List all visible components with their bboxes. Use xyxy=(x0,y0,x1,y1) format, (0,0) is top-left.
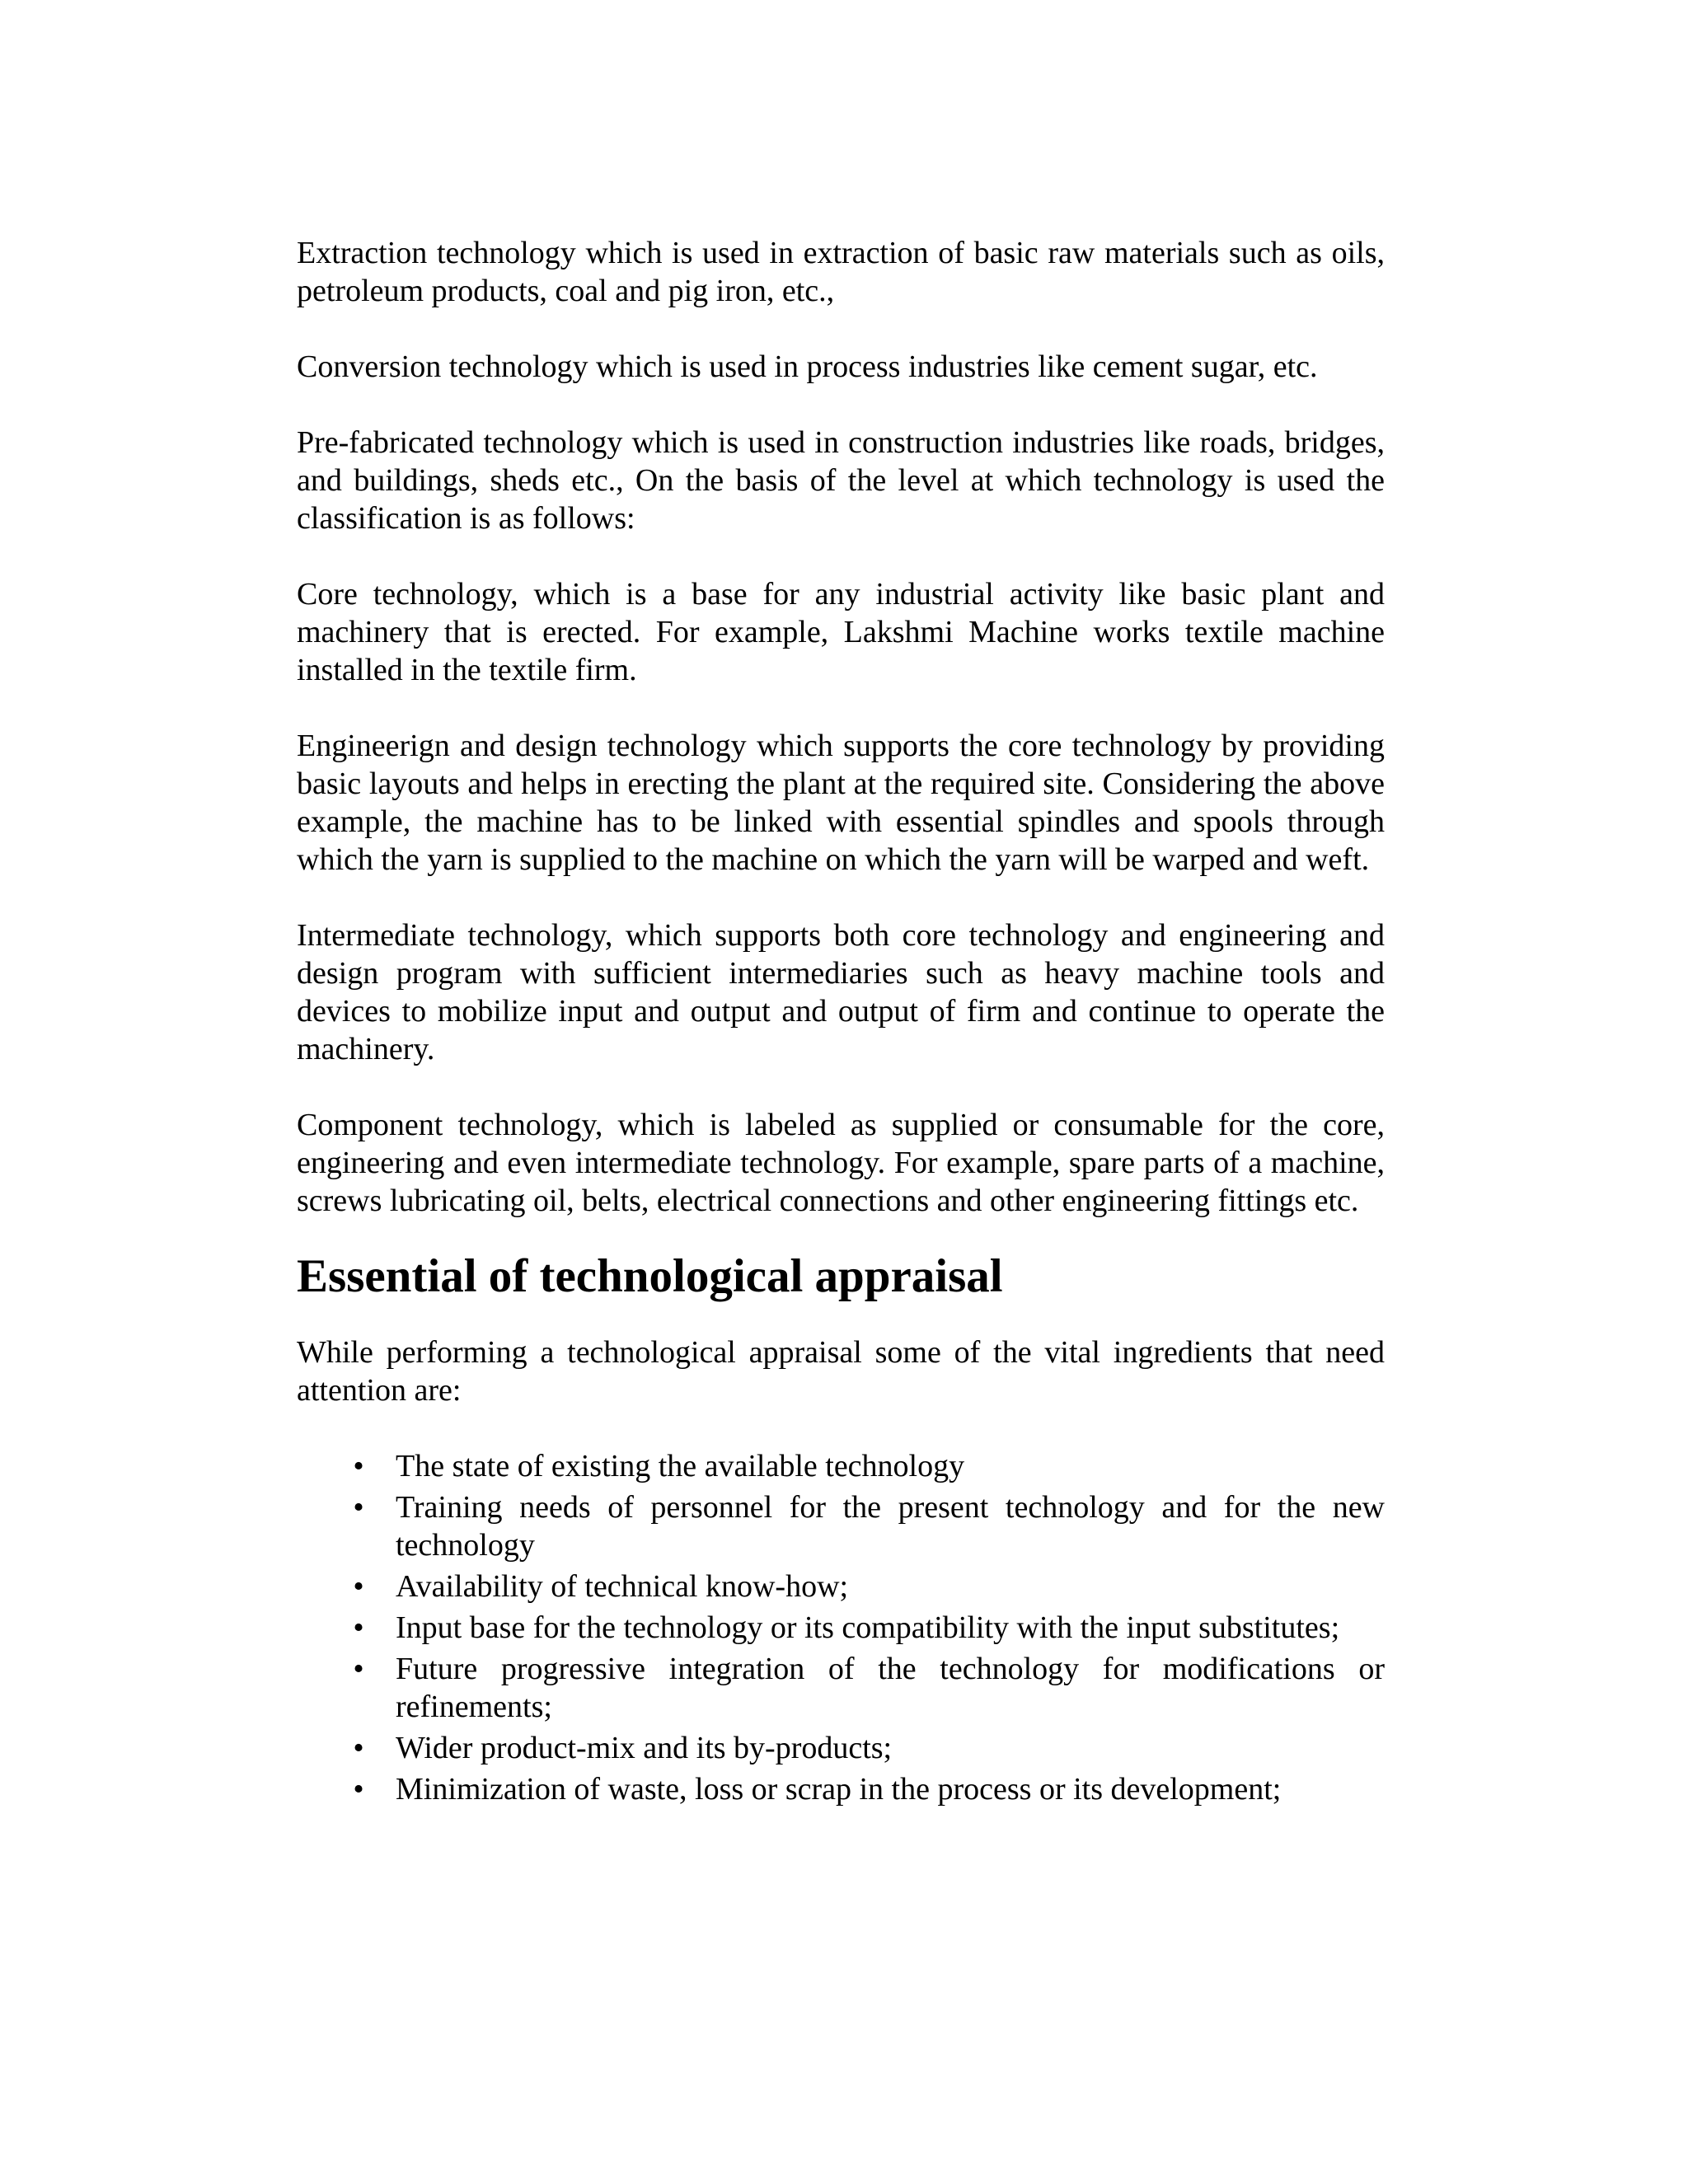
bullet-icon: • xyxy=(353,1490,364,1525)
paragraph-engineering-design-technology: Engineerign and design technology which supports the core technology by providing basic layouts and helps in erecting the plant at the required site. Considering the above example, the machine has to be linked with essential spindles and spools through which the yarn is supplied to the machine on which the yarn will be warped and weft. xyxy=(297,729,1385,877)
list-item xyxy=(297,1729,1385,1767)
paragraph-prefabricated-technology: Pre-fabricated technology which is used in construction industries like roads, bridges, and buildings, sheds etc., On the basis of the level at which technology is used the classification is as follows: xyxy=(297,425,1385,536)
bullet-icon: • xyxy=(353,1569,364,1604)
paragraph-extraction-technology: Extraction technology which is used in extraction of basic raw materials such as oils, petroleum products, coal and pig iron, etc., xyxy=(297,236,1385,308)
paragraph-core-technology: Core technology, which is a base for any industrial activity like basic plant and machinery that is erected. For example, Lakshmi Machine works textile machine installed in the textile firm. xyxy=(297,577,1385,687)
list-item xyxy=(297,1488,1385,1564)
paragraph-component-technology: Component technology, which is labeled as supplied or consumable for the core, engineering and even intermediate technology. For example, spare parts of a machine, screws lubricating oil, belts, electrical connections and other engineering fittings etc. xyxy=(297,1108,1385,1218)
bullet-icon: • xyxy=(353,1449,364,1483)
document-page xyxy=(297,234,1385,1811)
bullet-icon: • xyxy=(353,1652,364,1686)
paragraph-intermediate-technology: Intermediate technology, which supports both core technology and engineering and design program with sufficient intermediaries such as heavy machine tools and devices to mobilize input and output and output of firm and continue to operate the machinery. xyxy=(297,918,1385,1066)
bullet-icon: • xyxy=(353,1610,364,1645)
list-item xyxy=(297,1650,1385,1726)
list-item xyxy=(297,1447,1385,1485)
list-item xyxy=(297,1770,1385,1808)
list-item xyxy=(297,1609,1385,1647)
list-item-text: Minimization of waste, loss or scrap in the process or its development; xyxy=(396,1772,1282,1807)
list-item-text: Availability of technical know-how; xyxy=(396,1569,849,1604)
section-heading: Essential of technological appraisal xyxy=(297,1250,1003,1302)
list-item-text: The state of existing the available technology xyxy=(396,1449,965,1483)
list-item-text: Training needs of personnel for the present technology and for the new technology xyxy=(396,1490,1385,1563)
bullet-list xyxy=(297,1447,1385,1808)
list-item-text: Future progressive integration of the technology for modifications or refinements; xyxy=(396,1652,1385,1724)
list-item-text: Input base for the technology or its compatibility with the input substitutes; xyxy=(396,1610,1340,1645)
paragraph-conversion-technology: Conversion technology which is used in process industries like cement sugar, etc. xyxy=(297,349,1318,384)
list-item-text: Wider product-mix and its by-products; xyxy=(396,1731,893,1765)
list-item xyxy=(297,1568,1385,1605)
bullet-icon: • xyxy=(353,1772,364,1807)
bullet-icon: • xyxy=(353,1731,364,1765)
section-intro: While performing a technological appraisal some of the vital ingredients that need attention are: xyxy=(297,1335,1385,1408)
